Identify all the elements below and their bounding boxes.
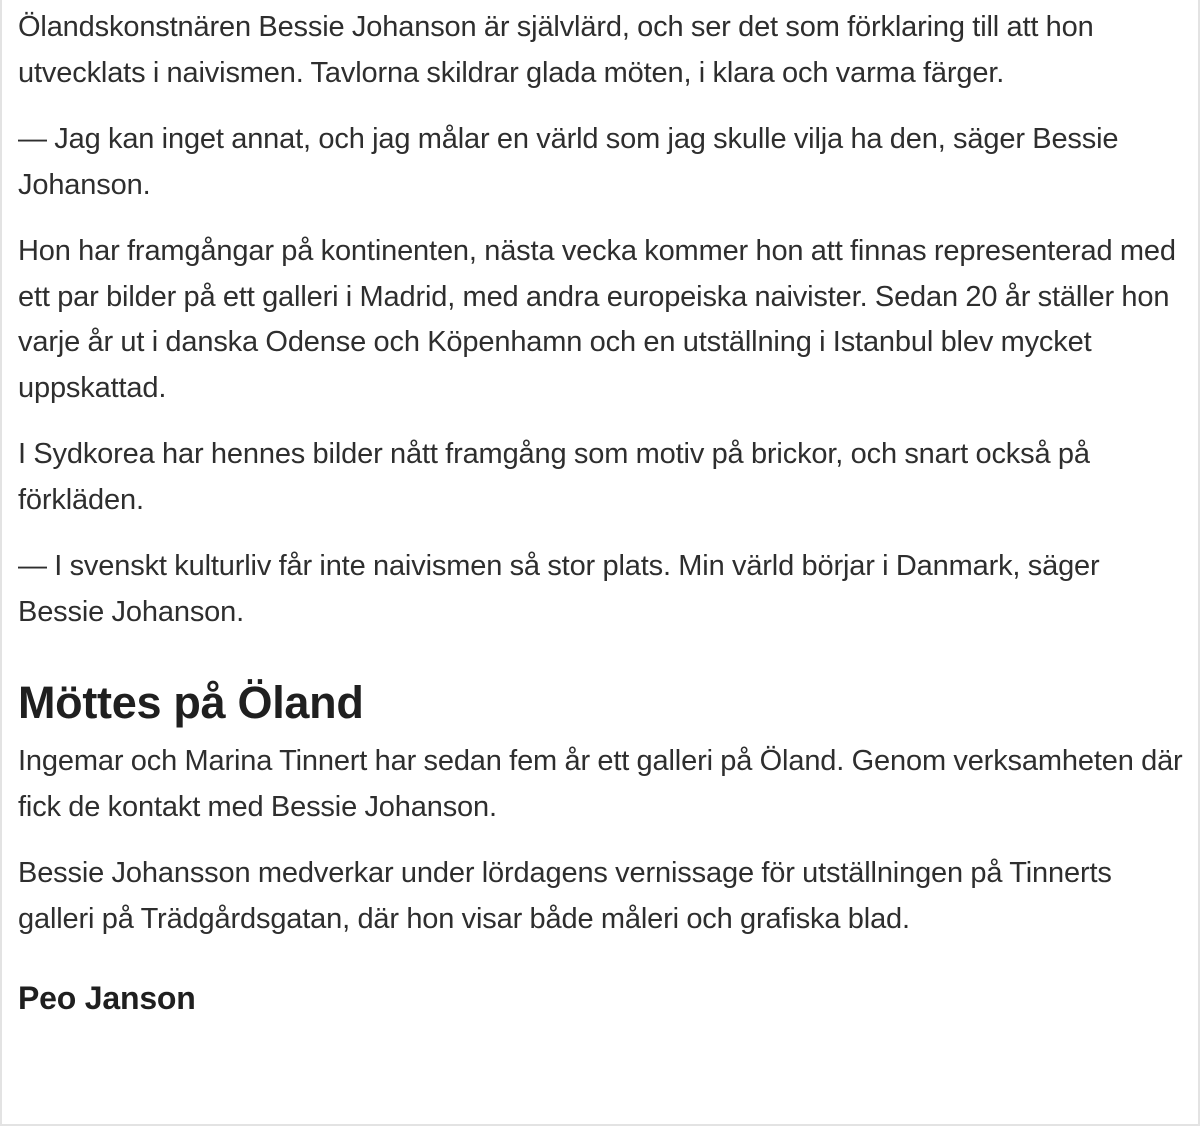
article-byline: Peo Janson (18, 980, 196, 1016)
article-subheading: Möttes på Öland (18, 677, 364, 728)
article-paragraph: Ölandskonstnären Bessie Johanson är självlärd, och ser det som förklaring till att hon utvecklats i naivismen. Tavlorna skildrar glada möten, i klara och varma färger. (18, 11, 1094, 89)
article-body (18, 0, 1183, 1018)
article-paragraph: Ingemar och Marina Tinnert har sedan fem år ett galleri på Öland. Genom verksamheten där fick de kontakt med Bessie Johanson. (18, 745, 1183, 823)
article-paragraph: I Sydkorea har hennes bilder nått framgång som motiv på brickor, och snart också på förkläden. (18, 438, 1090, 516)
article-quote: — I svenskt kulturliv får inte naivismen så stor plats. Min värld börjar i Danmark, säger Bessie Johanson. (18, 550, 1100, 628)
article-paragraph: Hon har framgångar på kontinenten, nästa vecka kommer hon att finnas representerad med ett par bilder på ett galleri i Madrid, med andra europeiska naivister. Sedan 20 år ställer hon varje år ut i danska Odense och Köpenhamn och en utställning i Istanbul blev mycket uppskattad. (18, 235, 1176, 404)
article-quote: — Jag kan inget annat, och jag målar en värld som jag skulle vilja ha den, säger Bessie Johanson. (18, 123, 1119, 201)
article-paragraph: Bessie Johansson medverkar under lördagens vernissage för utställningen på Tinnerts galleri på Trädgårdsgatan, där hon visar både måleri och grafiska blad. (18, 857, 1112, 935)
